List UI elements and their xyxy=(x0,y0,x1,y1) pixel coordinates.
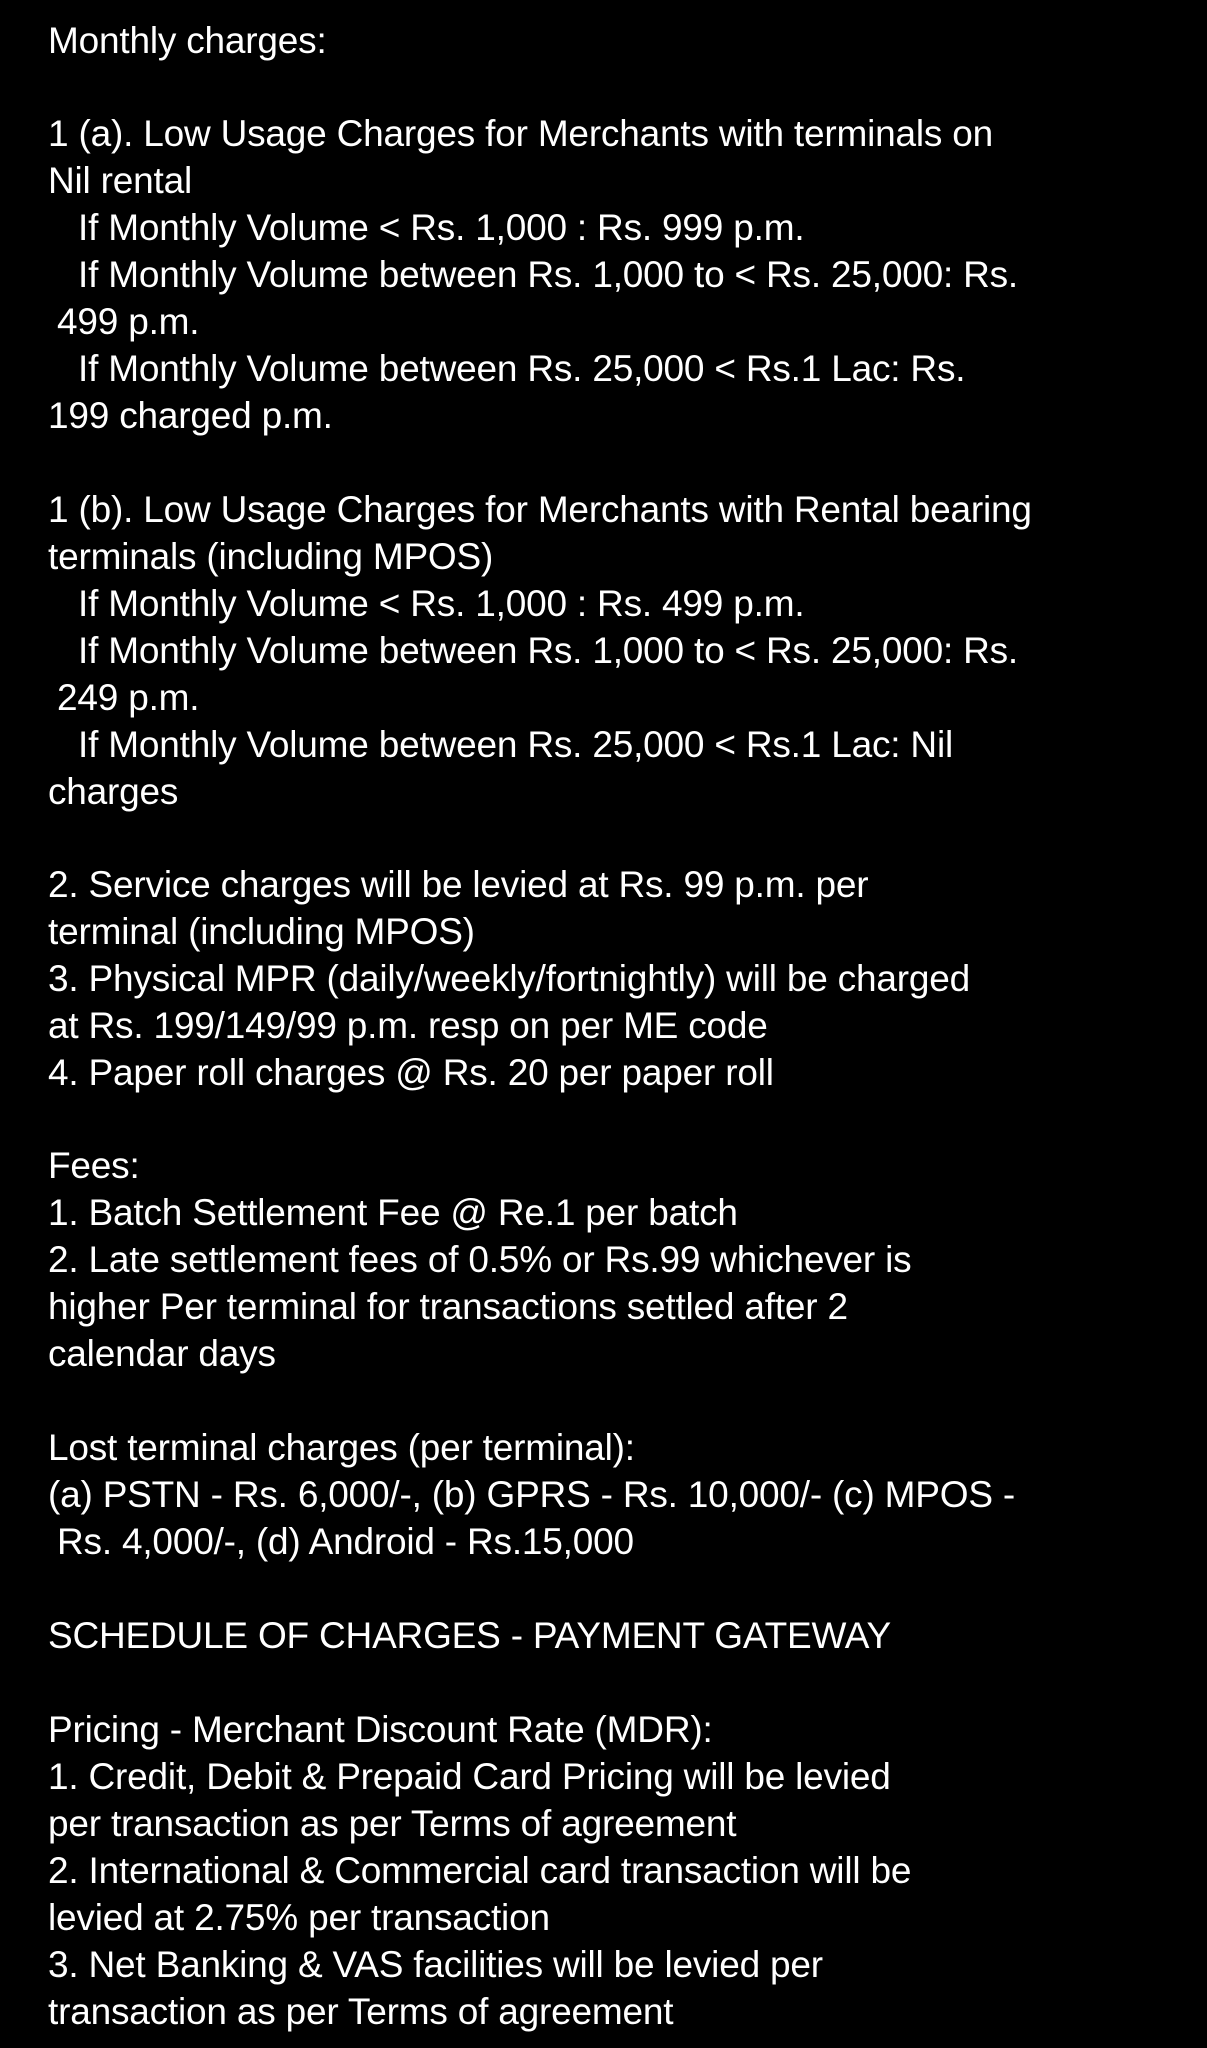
late-settlement-item-cont: higher Per terminal for transactions settled after 2 xyxy=(48,1286,848,1327)
section-1b-item: If Monthly Volume < Rs. 1,000 : Rs. 499 p.m. xyxy=(78,583,805,624)
gateway-heading: SCHEDULE OF CHARGES - PAYMENT GATEWAY xyxy=(48,1615,892,1656)
service-charges-item: 2. Service charges will be levied at Rs. 99 p.m. per xyxy=(48,864,869,905)
mdr-heading: Pricing - Merchant Discount Rate (MDR): xyxy=(48,1709,713,1750)
section-1a-item-cont: 499 p.m. xyxy=(57,301,200,342)
mdr-item-cont: per transaction as per Terms of agreement xyxy=(48,1803,737,1844)
section-1a-title: 1 (a). Low Usage Charges for Merchants with terminals on xyxy=(48,113,994,154)
lost-terminal-item: (a) PSTN - Rs. 6,000/-, (b) GPRS - Rs. 10,000/- (c) MPOS - xyxy=(48,1474,1016,1515)
mdr-item-cont: levied at 2.75% per transaction xyxy=(48,1897,550,1938)
paper-roll-item: 4. Paper roll charges @ Rs. 20 per paper roll xyxy=(48,1052,774,1093)
batch-settlement-item: 1. Batch Settlement Fee @ Re.1 per batch xyxy=(48,1192,738,1233)
mdr-item: 2. International & Commercial card transaction will be xyxy=(48,1850,912,1891)
section-1a-item: If Monthly Volume between Rs. 25,000 < Rs.1 Lac: Rs. xyxy=(78,348,966,389)
lost-terminal-item-cont: Rs. 4,000/-, (d) Android - Rs.15,000 xyxy=(57,1521,634,1562)
late-settlement-item-cont: calendar days xyxy=(48,1333,276,1374)
fees-heading: Fees: xyxy=(48,1145,140,1186)
late-settlement-item: 2. Late settlement fees of 0.5% or Rs.99 whichever is xyxy=(48,1239,912,1280)
service-charges-item-cont: terminal (including MPOS) xyxy=(48,911,475,952)
physical-mpr-item: 3. Physical MPR (daily/weekly/fortnightly) will be charged xyxy=(48,958,970,999)
physical-mpr-item-cont: at Rs. 199/149/99 p.m. resp on per ME code xyxy=(48,1005,768,1046)
section-1b-item: If Monthly Volume between Rs. 25,000 < Rs.1 Lac: Nil xyxy=(78,724,953,765)
section-1a-item: If Monthly Volume between Rs. 1,000 to < Rs. 25,000: Rs. xyxy=(78,254,1019,295)
mdr-item: 1. Credit, Debit & Prepaid Card Pricing will be levied xyxy=(48,1756,891,1797)
section-1a-item-cont: 199 charged p.m. xyxy=(48,395,333,436)
lost-terminal-heading: Lost terminal charges (per terminal): xyxy=(48,1427,635,1468)
section-1b-item-cont: 249 p.m. xyxy=(57,677,200,718)
monthly-charges-heading: Monthly charges: xyxy=(48,20,327,61)
section-1a-title-cont: Nil rental xyxy=(48,160,192,201)
section-1b-item: If Monthly Volume between Rs. 1,000 to < Rs. 25,000: Rs. xyxy=(78,630,1019,671)
section-1b-title: 1 (b). Low Usage Charges for Merchants with Rental bearing xyxy=(48,489,1032,530)
section-1b-title-cont: terminals (including MPOS) xyxy=(48,536,494,577)
section-1a-item: If Monthly Volume < Rs. 1,000 : Rs. 999 p.m. xyxy=(78,207,805,248)
section-1b-item-cont: charges xyxy=(48,771,179,812)
mdr-item: 3. Net Banking & VAS facilities will be levied per xyxy=(48,1944,823,1985)
mdr-item-cont: transaction as per Terms of agreement xyxy=(48,1991,674,2032)
